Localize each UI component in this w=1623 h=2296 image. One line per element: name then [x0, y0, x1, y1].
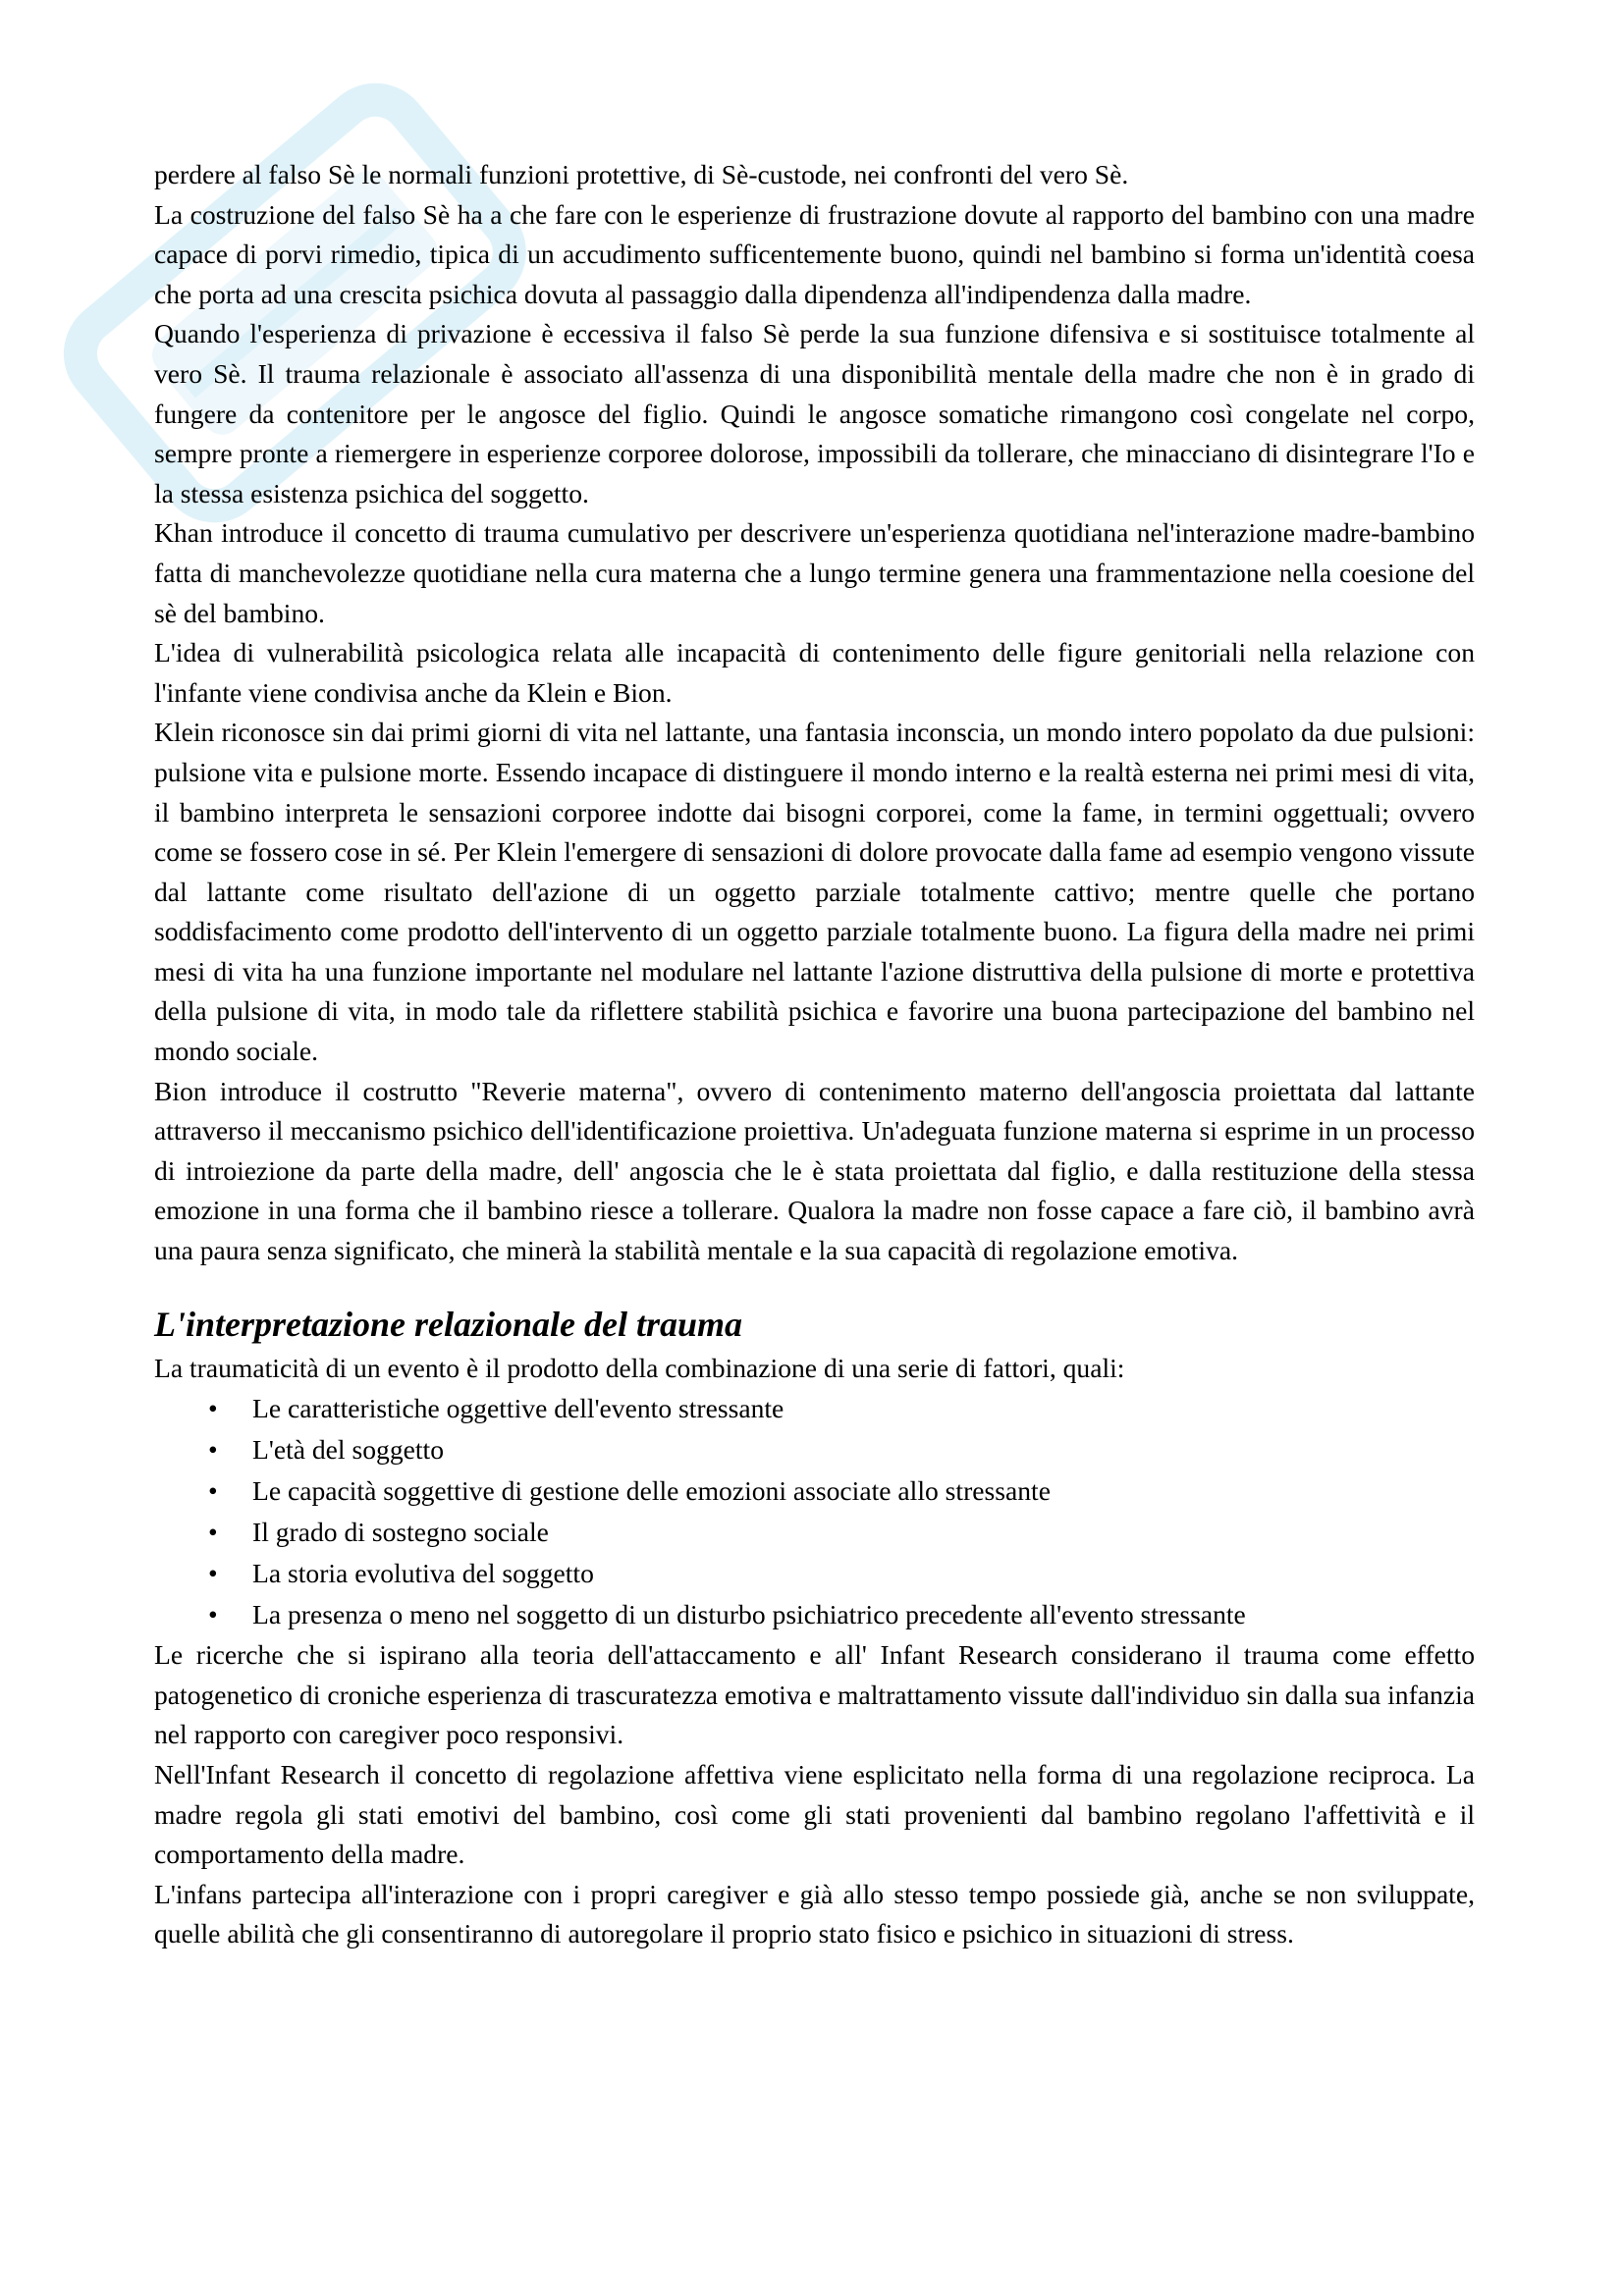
list-item-text: La presenza o meno nel soggetto di un disturbo psichiatrico precedente all'evento stressante	[252, 1599, 1246, 1630]
paragraph-6: Klein riconosce sin dai primi giorni di vita nel lattante, una fantasia inconscia, un mondo intero popolato da due pulsioni: pulsione vita e pulsione morte. Essendo incapace di distinguere il mondo interno e la realtà esterna nei primi mesi di vita, il bambino interpreta le sensazioni corporee indotte dai bisogni corporei, come la fame, in termini oggettuali; ovvero come se fossero cose in sé. Per Klein l'emergere di sensazioni di dolore provocate dalla fame ad esempio vengono vissute dal lattante come risultato dell'azione di un oggetto parziale totalmente cattivo; mentre quelle che portano soddisfacimento come prodotto dell'intervento di un oggetto parziale totalmente buono. La figura della madre nei primi mesi di vita ha una funzione importante nel modulare nel lattante l'azione distruttiva della pulsione di morte e protettiva della pulsione di vita, in modo tale da riflettere stabilità psichica e favorire una buona partecipazione del bambino nel mondo sociale.	[154, 717, 1475, 1067]
section-heading: L'interpretazione relazionale del trauma	[154, 1304, 743, 1344]
list-item-text: Le capacità soggettive di gestione delle emozioni associate allo stressante	[252, 1475, 1051, 1507]
list-item	[208, 1429, 1475, 1470]
list-item	[208, 1470, 1475, 1512]
list-item	[208, 1594, 1475, 1635]
bullet-icon: •	[208, 1599, 218, 1630]
paragraph-1: perdere al falso Sè le normali funzioni protettive, di Sè-custode, nei confronti del vero Sè.	[154, 159, 1129, 189]
list-item-text: La storia evolutiva del soggetto	[252, 1558, 594, 1589]
paragraph-2: La costruzione del falso Sè ha a che fare con le esperienze di frustrazione dovute al rapporto del bambino con una madre capace di porvi rimedio, tipica di un accudimento sufficentemente buono, quindi nel bambino si forma un'identità coesa che porta ad una crescita psichica dovuta al passaggio dalla dipendenza all'indipendenza dalla madre.	[154, 198, 1475, 309]
list-item-text: Il grado di sostegno sociale	[252, 1517, 549, 1548]
bullet-icon: •	[208, 1434, 218, 1466]
list-item-text: Le caratteristiche oggettive dell'evento stressante	[252, 1393, 784, 1424]
paragraph-7: Bion introduce il costrutto "Reverie materna", ovvero di contenimento materno dell'angoscia proiettata dal lattante attraverso il meccanismo psichico dell'identificazione proiettiva. Un'adeguata funzione materna si esprime in un processo di introiezione da parte della madre, dell' angoscia che le è stata proiettata dal figlio, e dalla restituzione della stessa emozione in una forma che il bambino riesce a tollerare. Qualora la madre non fosse capace a fare ciò, il bambino avrà una paura senza significato, che minerà la stabilità mentale e la sua capacità di regolazione emotiva.	[154, 1075, 1475, 1266]
bullet-icon: •	[208, 1517, 218, 1548]
bullet-icon: •	[208, 1393, 218, 1424]
list-item	[208, 1553, 1475, 1594]
section-paragraph-1: Le ricerche che si ispirano alla teoria dell'attaccamento e all' Infant Research considerano il trauma come effetto patogenetico di croniche esperienza di trascuratezza emotiva e maltrattamento vissute dall'individuo sin dalla sua infanzia nel rapporto con caregiver poco responsivi.	[154, 1639, 1475, 1750]
paragraph-3: Quando l'esperienza di privazione è eccessiva il falso Sè perde la sua funzione difensiva e si sostituisce totalmente al vero Sè. Il trauma relazionale è associato all'assenza di una disponibilità mentale della madre che non è in grado di fungere da contenitore per le angosce del figlio. Quindi le angosce somatiche rimangono così congelate nel corpo, sempre pronte a riemergere in esperienze corporee dolorose, impossibili da tollerare, che minacciano di disintegrare l'Io e la stessa esistenza psichica del soggetto.	[154, 318, 1475, 508]
list-item-text: L'età del soggetto	[252, 1434, 445, 1466]
bullet-icon: •	[208, 1475, 218, 1507]
document-page	[154, 155, 1475, 1954]
list-item	[208, 1512, 1475, 1553]
section-paragraph-3: L'infans partecipa all'interazione con i propri caregiver e già allo stesso tempo possiede già, anche se non sviluppate, quelle abilità che gli consentiranno di autoregolare il proprio stato fisico e psichico in situazioni di stress.	[154, 1878, 1475, 1949]
paragraph-5: L'idea di vulnerabilità psicologica relata alle incapacità di contenimento delle figure genitoriali nella relazione con l'infante viene condivisa anche da Klein e Bion.	[154, 637, 1475, 708]
list-item	[208, 1388, 1475, 1429]
bullet-icon: •	[208, 1558, 218, 1589]
paragraph-4: Khan introduce il concetto di trauma cumulativo per descrivere un'esperienza quotidiana nel'interazione madre-bambino fatta di manchevolezze quotidiane nella cura materna che a lungo termine genera una frammentazione nella coesione del sè del bambino.	[154, 517, 1475, 628]
factor-list	[154, 1388, 1475, 1635]
section-paragraph-2: Nell'Infant Research il concetto di regolazione affettiva viene esplicitato nella forma di una regolazione reciproca. La madre regola gli stati emotivi del bambino, così come gli stati provenienti dal bambino regolano l'affettività e il comportamento della madre.	[154, 1759, 1475, 1870]
section-intro: La traumaticità di un evento è il prodotto della combinazione di una serie di fattori, quali:	[154, 1352, 1125, 1383]
